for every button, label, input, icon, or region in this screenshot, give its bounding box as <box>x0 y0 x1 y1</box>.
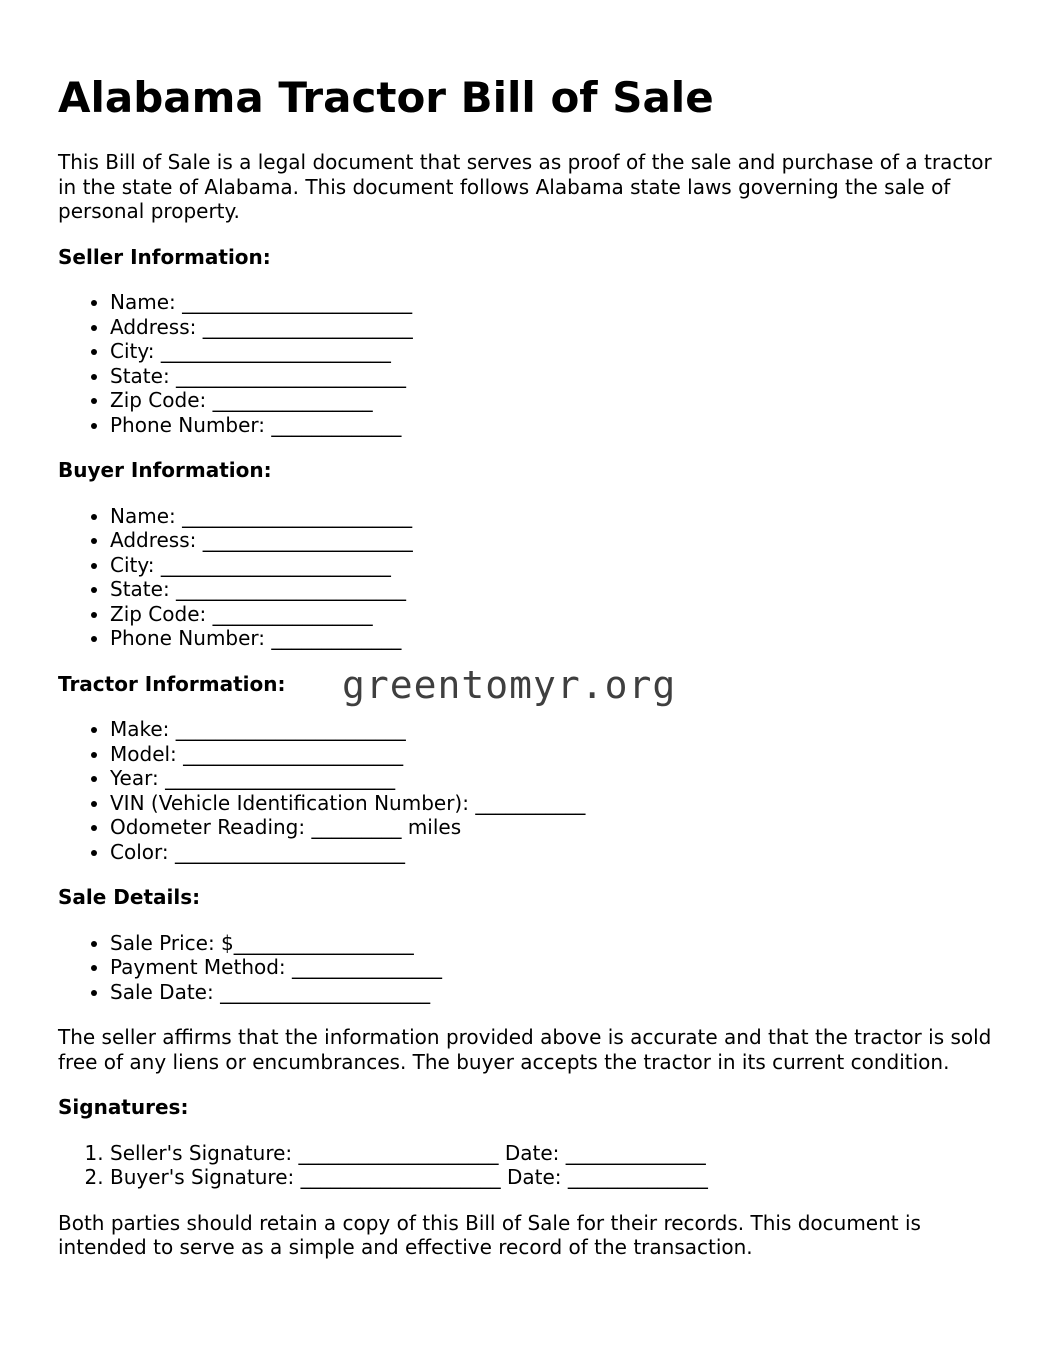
buyer-list <box>58 504 998 651</box>
affirmation-paragraph: The seller affirms that the information provided above is accurate and that the tractor is sold free of any liens or encumbrances. The buyer accepts the tractor in its current condition. <box>58 1025 992 1074</box>
tractor-model-field: • Model: ______________________ <box>110 742 998 767</box>
sale-heading: Sale Details: <box>58 885 201 909</box>
buyer-signature-line: 2. Buyer's Signature: ____________________ Date: ______________ <box>110 1165 998 1190</box>
seller-heading: Seller Information: <box>58 244 271 269</box>
sale-price-field: • Sale Price: $__________________ <box>110 931 998 956</box>
seller-address-field: • Address: _____________________ <box>110 315 998 340</box>
tractor-heading: Tractor Information: <box>58 671 286 696</box>
closing-paragraph: Both parties should retain a copy of this Bill of Sale for their records. This document is intended to serve as a simple and effective record of the transaction. <box>58 1210 921 1259</box>
tractor-odometer-field: • Odometer Reading: _________ miles <box>110 815 998 840</box>
watermark-text: greentomyr.org <box>342 663 677 707</box>
tractor-year-field: • Year: _______________________ <box>110 766 998 791</box>
intro-paragraph: This Bill of Sale is a legal document that serves as proof of the sale and purchase of a tractor in the state of Alabama. This document follows Alabama state laws governing the sale of personal property. <box>58 150 992 223</box>
seller-name-field: • Name: _______________________ <box>110 290 998 315</box>
buyer-address-field: • Address: _____________________ <box>110 528 998 553</box>
tractor-vin-field: • VIN (Vehicle Identification Number): ___________ <box>110 791 998 816</box>
sale-list <box>58 931 998 1005</box>
seller-list <box>58 290 998 437</box>
sale-date-field: • Sale Date: _____________________ <box>110 980 998 1005</box>
signatures-list <box>58 1141 998 1190</box>
seller-zip-field: • Zip Code: ________________ <box>110 388 998 413</box>
buyer-name-field: • Name: _______________________ <box>110 504 998 529</box>
document-title: Alabama Tractor Bill of Sale <box>58 73 714 122</box>
buyer-zip-field: • Zip Code: ________________ <box>110 602 998 627</box>
seller-phone-field: • Phone Number: _____________ <box>110 413 998 438</box>
buyer-state-field: • State: _______________________ <box>110 577 998 602</box>
tractor-color-field: • Color: _______________________ <box>110 840 998 865</box>
signatures-heading: Signatures: <box>58 1095 189 1119</box>
tractor-make-field: • Make: _______________________ <box>110 717 998 742</box>
seller-city-field: • City: _______________________ <box>110 339 998 364</box>
seller-signature-line: 1. Seller's Signature: ____________________ Date: ______________ <box>110 1141 998 1166</box>
buyer-heading: Buyer Information: <box>58 458 272 482</box>
buyer-phone-field: • Phone Number: _____________ <box>110 626 998 651</box>
tractor-list <box>58 717 998 864</box>
seller-state-field: • State: _______________________ <box>110 364 998 389</box>
buyer-city-field: • City: _______________________ <box>110 553 998 578</box>
payment-method-field: • Payment Method: _______________ <box>110 955 998 980</box>
